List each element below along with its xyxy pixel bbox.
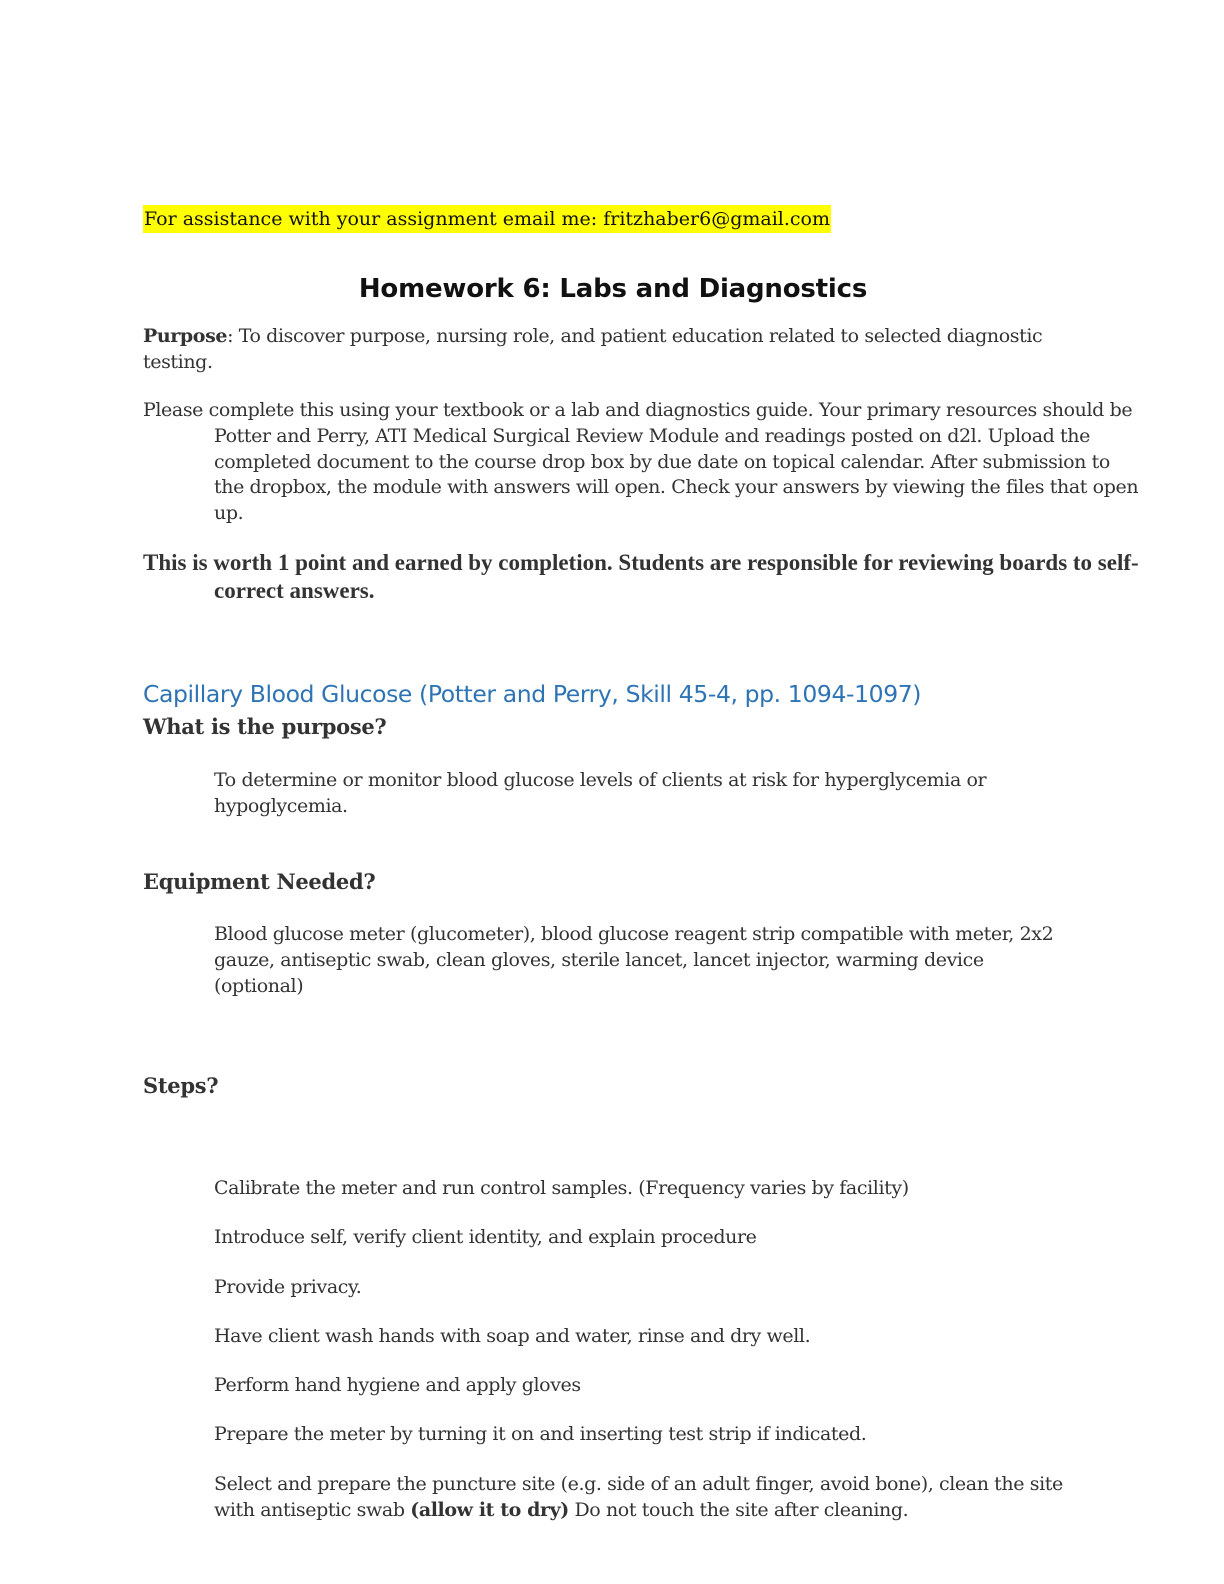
instructions-paragraph: Please complete this using your textbook or a lab and diagnostics guide. Your primary resources should be Potter and Perry, ATI Medical Surgical Review Module and readings posted on d2l. Upload the completed document to the course drop box by due date on topical calendar. After submission to the dropbox, the module with answers will open. Check your answers by viewing the files that open up. [143, 399, 1139, 525]
section-heading: Capillary Blood Glucose (Potter and Perry, Skill 45-4, pp. 1094-1097) [143, 680, 922, 708]
step-item: Have client wash hands with soap and water, rinse and dry well. [214, 1324, 811, 1347]
steps-list [214, 1176, 1074, 1547]
purpose-text: : To discover purpose, nursing role, and patient education related to selected diagnostic testing. [143, 325, 1043, 373]
purpose-paragraph [143, 323, 1073, 375]
equipment-question: Equipment Needed? [143, 869, 376, 894]
purpose-answer: To determine or monitor blood glucose levels of clients at risk for hyperglycemia or hypoglycemia. [214, 769, 987, 817]
step-text: Select and prepare the puncture site (e.g. side of an adult finger, avoid bone), clean the site with antiseptic swab [214, 1472, 1063, 1521]
purpose-label: Purpose [143, 325, 228, 347]
steps-question: Steps? [143, 1073, 219, 1098]
page-title: Homework 6: Labs and Diagnostics [358, 274, 868, 304]
purpose-question: What is the purpose? [143, 714, 387, 739]
step-item: Calibrate the meter and run control samples. (Frequency varies by facility) [214, 1177, 909, 1199]
step-emphasis: (allow it to dry) [410, 1498, 569, 1521]
step-item [214, 1472, 1074, 1524]
contact-banner: For assistance with your assignment email me: fritzhaber6@gmail.com [143, 205, 831, 233]
step-item: Introduce self, verify client identity, and explain procedure [214, 1226, 757, 1249]
worth-note: This is worth 1 point and earned by completion. Students are responsible for reviewing boards to self-correct answers. [143, 550, 1139, 603]
step-item: Perform hand hygiene and apply gloves [214, 1374, 581, 1397]
step-item: Provide privacy. [214, 1275, 362, 1298]
step-text: Do not touch the site after cleaning. [568, 1498, 909, 1521]
step-item: Prepare the meter by turning it on and inserting test strip if indicated. [214, 1423, 867, 1446]
equipment-answer: Blood glucose meter (glucometer), blood glucose reagent strip compatible with meter, 2x2 gauze, antiseptic swab, clean gloves, sterile lancet, lancet injector, warming device (optional) [214, 923, 1054, 997]
